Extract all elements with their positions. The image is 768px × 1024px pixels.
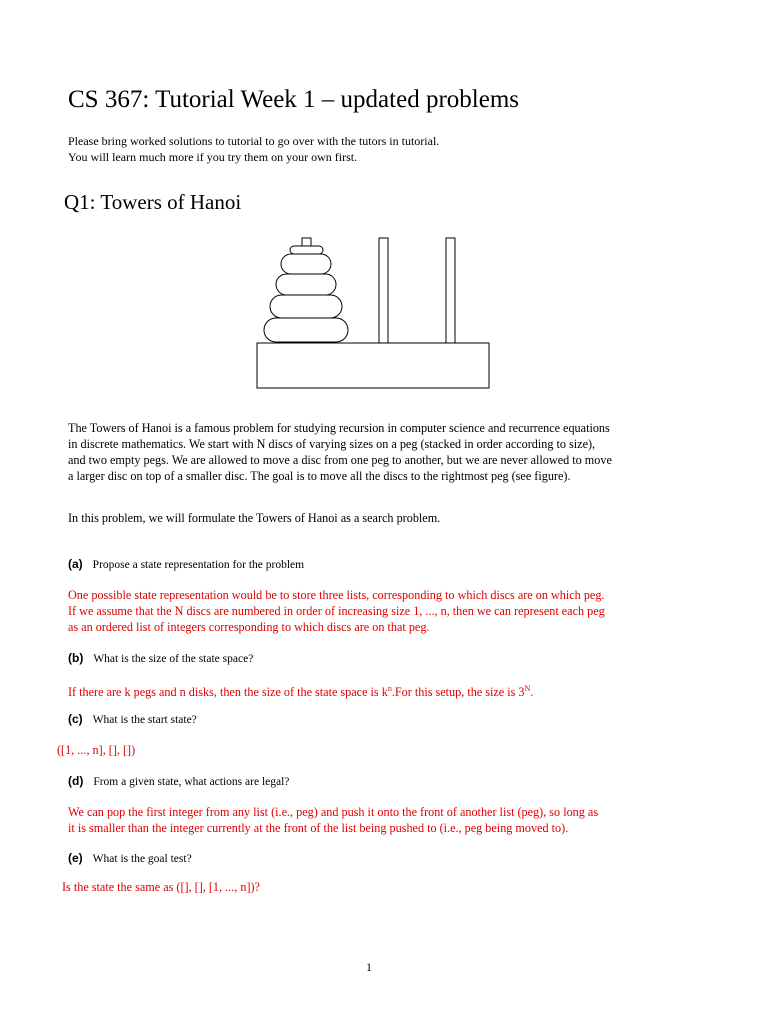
- answer-exponent: N: [524, 684, 531, 693]
- towers-of-hanoi-figure: [250, 232, 495, 392]
- answer-a: [68, 587, 683, 635]
- intro-text: [68, 133, 439, 165]
- answer-b: [68, 681, 683, 700]
- question-text: What is the size of the state space?: [93, 653, 254, 665]
- question-label: (c): [68, 712, 83, 726]
- intro-line: Please bring worked solutions to tutorial to go over with the tutors in tutorial.: [68, 134, 440, 148]
- description-line: and two empty pegs. We are allowed to move a disc from one peg to another, but we are never allowed to move: [68, 453, 612, 467]
- disc-2: [281, 254, 331, 274]
- answer-e: [62, 879, 677, 895]
- question-text: Propose a state representation for the problem: [92, 559, 305, 571]
- question-title: Q1: Towers of Hanoi: [64, 190, 242, 214]
- formulate-text: In this problem, we will formulate the Towers of Hanoi as a search problem.: [68, 511, 441, 525]
- question-text: What is the goal test?: [92, 853, 192, 865]
- base-platform: [257, 343, 489, 388]
- peg-right: [446, 238, 455, 343]
- answer-line: One possible state representation would be to store three lists, corresponding to which discs are on which peg.: [68, 588, 605, 602]
- answer-text: .: [530, 685, 534, 700]
- answer-line: Is the state the same as ([], [], [1, ..., n])?: [62, 880, 260, 894]
- question-e: [68, 851, 192, 865]
- question-label: (b): [68, 651, 84, 665]
- question-label: (a): [68, 557, 83, 571]
- question-b: [68, 651, 253, 665]
- answer-line: If we assume that the N discs are numbered in order of increasing size 1, ..., n, then we can represent each peg: [68, 604, 605, 618]
- question-label: (e): [68, 851, 83, 865]
- page-number: 1: [366, 960, 372, 974]
- description-line: The Towers of Hanoi is a famous problem for studying recursion in computer science and recurrence equations: [68, 421, 610, 435]
- disc-1: [290, 246, 323, 254]
- disc-4: [270, 295, 342, 318]
- answer-exponent: n: [387, 684, 392, 693]
- problem-description: [68, 420, 678, 484]
- question-c: [68, 712, 197, 726]
- question-a: [68, 557, 304, 571]
- answer-line: as an ordered list of integers corresponding to which discs are on that peg.: [68, 620, 430, 634]
- question-text: What is the start state?: [92, 714, 197, 726]
- answer-line: ([1, ..., n], [], []): [57, 743, 136, 757]
- question-text: From a given state, what actions are legal?: [93, 776, 290, 788]
- description-line: in discrete mathematics. We start with N discs of varying sizes on a peg (stacked in order according to size),: [68, 437, 596, 451]
- answer-c: [57, 742, 672, 758]
- page-title: CS 367: Tutorial Week 1 – updated problems: [68, 86, 519, 113]
- answer-d: [68, 804, 683, 836]
- answer-text: If there are k pegs and n disks, then the size of the state space is k: [68, 685, 388, 700]
- disc-5: [264, 318, 348, 342]
- answer-text: .For this setup, the size is 3: [391, 685, 525, 700]
- peg-middle: [379, 238, 388, 343]
- intro-line: You will learn much more if you try them on your own first.: [68, 150, 358, 164]
- description-line: a larger disc on top of a smaller disc. The goal is to move all the discs to the rightmost peg (see figure).: [68, 469, 571, 483]
- question-d: [68, 774, 289, 788]
- question-label: (d): [68, 774, 84, 788]
- answer-line: We can pop the first integer from any list (i.e., peg) and push it onto the front of another list (peg), so long as: [68, 805, 599, 819]
- disc-3: [276, 274, 336, 295]
- answer-line: it is smaller than the integer currently at the front of the list being pushed to (i.e., peg being moved to).: [68, 821, 569, 835]
